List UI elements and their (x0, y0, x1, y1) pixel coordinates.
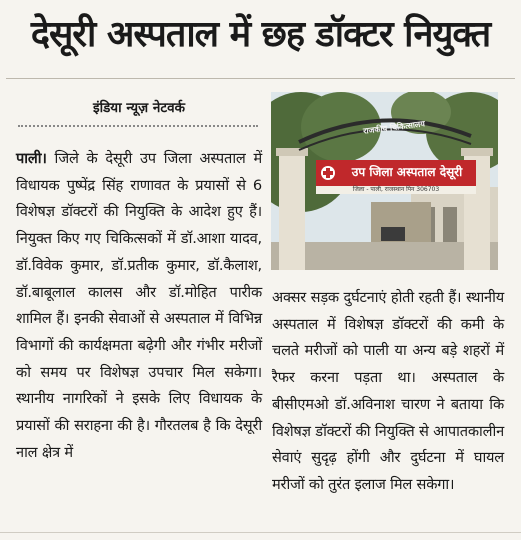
byline-dotted-divider (18, 125, 258, 127)
article-column-right: अक्सर सड़क दुर्घटनाएं होती रहती हैं। स्थानीय अस्पताल में विशेषज्ञ डॉक्टरों की कमी के चलते मरीजों को पाली या अन्य बड़े शहरों में रैफर करना पड़ता था। अस्पताल के बीसीएमओ डॉ.अविनाश चारण ने बताया कि विशेषज्ञ डॉक्टरों की नियुक्ति से आपातकालीन सेवाएं सुदृढ़ होंगी और दुर्घटना में घायल मरीजों को तुरंत इलाज मिल सकेगा। (272, 289, 504, 493)
hospital-sign-subtitle: जिला - पाली, राजस्थान पिन 306703 (352, 186, 440, 193)
byline: इंडिया न्यूज़ नेटवर्क (92, 100, 186, 116)
article-column-left (16, 146, 262, 466)
hospital-sign-title: उप जिला अस्पताल देसूरी (351, 165, 463, 179)
headline-divider (6, 78, 515, 79)
arch-text: राजकीय चिकित्सालय (362, 119, 426, 136)
hospital-gate-photo (271, 92, 498, 270)
bottom-divider (0, 532, 521, 533)
headline: देसूरी अस्पताल में छह डॉक्टर नियुक्त (30, 14, 491, 55)
article-text-left: जिले के देसूरी उप जिला अस्पताल में विधायक पुष्पेंद्र सिंह राणावत के प्रयासों से 6 विशेषज्ञ डॉक्टरों की नियुक्ति के आदेश हुए हैं। नियुक्त किए गए चिकित्सकों में डॉ.आशा यादव, डॉ.विवेक कुमार, डॉ.प्रतीक कुमार, डॉ.कैलाश, डॉ.बाबूलाल कालस और डॉ.मोहित पारीक शामिल हैं। इनकी सेवाओं से अस्पताल में विभिन्न विभागों की कार्यक्षमता बढ़ेगी और गंभीर मरीजों को समय पर विशेषज्ञ उपचार मिल सकेगा। स्थानीय नागरिकों ने इसके लिए विधायक के प्रयासों की सराहना की है। गौरतलब है कि देसूरी नाल क्षेत्र में (16, 150, 262, 461)
hospital-gate-image (271, 92, 498, 270)
dateline: पाली। (16, 150, 47, 167)
